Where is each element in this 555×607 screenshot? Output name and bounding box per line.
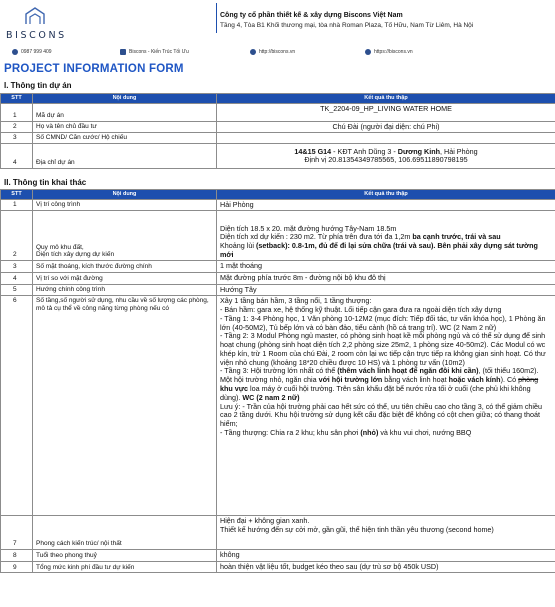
- header-divider: [216, 3, 217, 33]
- value-line: - Tầng 1: 3-4 Phòng học, 1 Văn phòng 10-12M2 (mục đích: Tiếp đối tác, tư vấn khóa học), 1 Phòng ăn lớn (40-50M2), Tủ bếp lớn và có bàn đảo, tiểu cảnh (hồ cá trang trí). WC (2 Nam 2 nữ): [220, 313, 546, 332]
- page-title: PROJECT INFORMATION FORM: [4, 63, 184, 75]
- table-row: [1, 144, 555, 169]
- project-info-table: [0, 93, 555, 169]
- table-row: [1, 261, 555, 273]
- header: [0, 0, 555, 46]
- value-bold: với hội trường lớn: [318, 375, 383, 385]
- row-stt: 3: [1, 261, 33, 273]
- value-line: - Tầng 2: 3 Modul Phòng ngủ master, có phòng sinh hoạt kề mỗi phòng ngủ và có thể sử dụng để sinh hoạt chung (phòng sinh hoạt diện tích 2,2 phòng size 25m2, 1 phòng size 40-50m2). Các Modul có wc khép kín, trừ 1 Room của chú Đài, 2 room còn lại wc tiếp cận trực tiếp ra không gian sinh hoạt. Có thư viện nhỏ chung (khoảng 18*20 chiều được 10 HS) và 1 phòng tư vấn (10m2): [220, 331, 546, 367]
- row-label: Vị trí so với mặt đường: [33, 272, 217, 284]
- address-part: 14&15 G14: [294, 146, 332, 156]
- value-bold: (nhỏ): [360, 427, 379, 437]
- value-line: - Tầng thượng: Chia ra 2 khu; khu sân phơi: [220, 427, 361, 437]
- header-result: Kết quả thu thập: [217, 190, 555, 200]
- value-line: - Bán hầm: gara xe, hệ thống kỹ thuật. Lối tiếp cận gara đưa ra ngoài diện tích xây dựng: [220, 304, 502, 314]
- row-label: Họ và tên chủ đầu tư: [33, 121, 217, 133]
- row-stt: 9: [1, 561, 33, 573]
- globe-icon: [365, 49, 371, 55]
- row-stt: 4: [1, 272, 33, 284]
- row-stt: 2: [1, 211, 33, 261]
- biscons-logo: [4, 4, 72, 44]
- row-value: Hướng Tây: [217, 284, 555, 296]
- value-bold: WC (2 nam 2 nữ): [242, 392, 300, 402]
- row-label: Vị trí công trình: [33, 199, 217, 211]
- row-label: Số CMND/ Căn cước/ Hộ chiếu: [33, 133, 217, 144]
- row-stt: 1: [1, 199, 33, 211]
- row-label: Số mặt thoáng, kích thước đường chính: [33, 261, 217, 273]
- logo-text: BISCONS: [6, 30, 67, 41]
- phone-text: 0987 999 409: [21, 49, 52, 55]
- row-value: [217, 144, 555, 169]
- section2-heading: II. Thông tin khai thác: [4, 178, 87, 187]
- row-stt: 4: [1, 144, 33, 169]
- row-stt: 6: [1, 296, 33, 516]
- row-value: Hải Phòng: [217, 199, 555, 211]
- value-line: Thiết kế hướng đến sự cởi mở, gần gũi, thể hiện tinh thần yêu thương (second home): [220, 524, 494, 534]
- table-row: [1, 561, 555, 573]
- value-bold: (setback): 0.8-1m, đủ để đi lại sửa chữa (trái và sau). Bên phải xây dựng sát tường mới: [220, 240, 538, 259]
- row-value: TK_2204-09_HP_LIVING WATER HOME: [217, 103, 555, 121]
- exploitation-info-table: [0, 189, 555, 573]
- header-result: Kết quả thu thập: [217, 94, 555, 104]
- table-row: [1, 133, 555, 144]
- row-label: Tuổi theo phong thuỷ: [33, 550, 217, 562]
- row-stt: 7: [1, 516, 33, 550]
- table-row: [1, 516, 555, 550]
- table-row: [1, 103, 555, 121]
- row-stt: 1: [1, 103, 33, 121]
- value-line: bằng vách linh hoạt: [382, 375, 449, 385]
- contact-bar: [0, 46, 555, 60]
- row-value: [217, 516, 555, 550]
- row-value: không: [217, 550, 555, 562]
- website2-text: https://biscons.vn: [374, 49, 413, 55]
- contact-facebook[interactable]: [120, 49, 189, 55]
- globe-icon: [250, 49, 256, 55]
- section1-heading: I. Thông tin dự án: [4, 81, 72, 90]
- row-value: 1 mặt thoáng: [217, 261, 555, 273]
- header-content: Nội dung: [33, 190, 217, 200]
- row-label: Tổng mức kinh phí đầu tư dự kiến: [33, 561, 217, 573]
- phone-icon: [12, 49, 18, 55]
- table-row: [1, 296, 555, 516]
- row-label: Địa chỉ dự án: [33, 144, 217, 169]
- row-stt: 8: [1, 550, 33, 562]
- value-line: Khoảng lùi: [220, 240, 256, 250]
- value-line: , (tối thiểu 160m2). Một hội trường nhỏ, ngăn chia: [220, 366, 539, 385]
- row-label: Mã dự án: [33, 103, 217, 121]
- header-stt: STT: [1, 190, 33, 200]
- value-line: Xây 1 tầng bán hầm, 3 tầng nổi, 1 tầng thượng:: [220, 296, 372, 306]
- facebook-icon: [120, 49, 126, 55]
- row-label: Số tầng,số người sử dụng, nhu cầu về số lượng các phòng, mô tả cụ thể về công năng từng phòng nếu có: [33, 296, 217, 516]
- row-label: Phong cách kiến trúc/ nội thất: [33, 516, 217, 550]
- table-row: [1, 199, 555, 211]
- value-bold: khu vực: [220, 383, 248, 393]
- value-line: Diện tích xd dự kiến : 230 m2. Từ phía trên đưa tới đa 1,2m: [220, 232, 413, 242]
- row-value: Chú Đài (người đại diện: chú Phi): [217, 121, 555, 133]
- row-stt: 2: [1, 121, 33, 133]
- contact-website[interactable]: [250, 49, 295, 55]
- table-row: [1, 121, 555, 133]
- value-strike: phòng: [518, 375, 539, 385]
- value-line: Diện tích 18.5 x 20. mặt đường hướng Tây-Nam 18.5m: [220, 223, 397, 233]
- row-label: Hướng chính công trình: [33, 284, 217, 296]
- value-line: Hiện đại + không gian xanh.: [220, 516, 310, 526]
- table-header: [1, 94, 555, 104]
- table-header: [1, 190, 555, 200]
- value-line: ). Có: [500, 375, 519, 385]
- value-bold: ba cạnh trước, trái và sau: [412, 232, 501, 242]
- row-value: hoàn thiện vật liệu tốt, budget kéo theo sau (dự trù sơ bộ 450k USD): [217, 561, 555, 573]
- contact-website-2[interactable]: [365, 49, 413, 55]
- row-stt: 5: [1, 284, 33, 296]
- value-bold: hoặc vách kính: [448, 375, 501, 385]
- header-content: Nội dung: [33, 94, 217, 104]
- table-row: [1, 211, 555, 261]
- value-line: Lưu ý: - Trần của hội trường phải cao hết sức có thể, ưu tiên chiều cao cho tầng 3, có thể giảm chiều cao 2 tầng dưới. Khu hội trường sử dụng kết cấu đặc biệt để không có cột chen giữa; có thang thoát hiểm;: [220, 401, 543, 429]
- address-part: - KĐT Anh Dũng 3 -: [331, 146, 398, 156]
- address-part: Dương Kinh: [397, 146, 441, 156]
- table-row: [1, 550, 555, 562]
- row-stt: 3: [1, 133, 33, 144]
- row-value: [217, 133, 555, 144]
- header-stt: STT: [1, 94, 33, 104]
- row-value: [217, 211, 555, 261]
- logo-icon: [24, 6, 46, 26]
- facebook-text: Biscons - Kiến Trúc Tối Ưu: [129, 49, 189, 55]
- row-value: Mặt đường phía trước 8m - đường nội bộ khu đô thị: [217, 272, 555, 284]
- company-name: Công ty cổ phần thiết kế & xây dựng Biscons Việt Nam: [220, 12, 403, 19]
- address-part: , Hải Phòng: [440, 146, 478, 156]
- contact-phone[interactable]: [12, 49, 52, 55]
- value-line: - Tầng 3: Hội trường lớn nhất có thể: [220, 366, 338, 376]
- value-line: và khu vui chơi, nướng BBQ: [378, 427, 472, 437]
- value-line: loa máy ở cuối hội trường. Trên sân khấu đặt bể nước rửa tối ở cuối (che phủ khi không dùng).: [220, 383, 531, 402]
- location-coords: Định vị 20.81354349785565, 106.69511890798195: [304, 155, 468, 165]
- website-text: http://biscons.vn: [259, 49, 296, 55]
- table-row: [1, 272, 555, 284]
- company-address: Tầng 4, Tòa B1 Khối thương mại, tòa nhà Roman Plaza, Tố Hữu, Nam Từ Liêm, Hà Nội: [220, 22, 474, 29]
- row-label: Quy mô khu đất, Diện tích xây dựng dự kiến: [33, 211, 217, 261]
- table-row: [1, 284, 555, 296]
- value-bold: (thêm vách linh hoạt để ngăn đôi khi cần): [337, 366, 479, 376]
- row-value: [217, 296, 555, 516]
